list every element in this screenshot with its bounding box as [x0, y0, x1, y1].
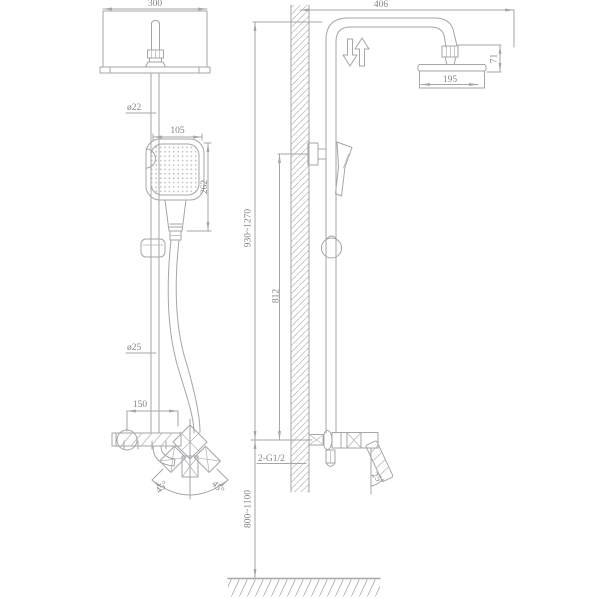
- slide-knob-side: [322, 236, 342, 258]
- front-view: [100, 9, 228, 499]
- dim-head-dia-label: 195: [442, 75, 458, 85]
- pipe-outer: [326, 18, 457, 433]
- hand-shower-side: [336, 142, 353, 196]
- shower-column-side: [326, 18, 458, 433]
- slide-bracket-front: [141, 239, 165, 257]
- handle-swing-left-label: 45°: [154, 479, 171, 496]
- dim-install-height-label: 800~1100: [243, 489, 254, 529]
- dim-arm-length-label: 406: [373, 0, 389, 10]
- hand-shower-handle: [165, 200, 186, 231]
- riser-pipe-front: [151, 73, 159, 433]
- spout-side: [326, 450, 335, 466]
- floor-section: [228, 579, 380, 597]
- dim-column-height-label: 930~1270: [243, 208, 254, 248]
- valve-body-side: [332, 433, 378, 449]
- height-adjust-arrows: [343, 38, 369, 66]
- dim-upper-pipe-dia-label: ø22: [127, 103, 142, 113]
- wall-section: [291, 5, 309, 492]
- dim-bar-height-label: 812: [271, 288, 282, 304]
- side-dimensions: [251, 10, 514, 578]
- inlet-connection-label: 2-G1/2: [258, 454, 285, 464]
- front-dimensions: [103, 9, 211, 431]
- overhead-shower-plate: [103, 11, 207, 67]
- overhead-shower-rim: [100, 67, 210, 73]
- joint-flange: [146, 62, 166, 67]
- arrow-up-icon: [355, 38, 369, 66]
- shower-hose-front: [168, 240, 200, 433]
- mixer-valve-side: [309, 431, 393, 495]
- dim-overhead-width-label: 300: [147, 0, 163, 9]
- dim-lower-pipe-dia-label: ø25: [127, 343, 142, 353]
- handle-open-angle-label: 25°: [369, 470, 386, 487]
- ball-joint-tube: [152, 21, 160, 51]
- dim-hand-shower-length-label: 262: [200, 179, 210, 195]
- handle-swing-right-label: 45°: [209, 479, 226, 496]
- arrow-down-icon: [343, 39, 357, 66]
- hand-shower-face: [151, 144, 199, 195]
- dim-head-height-label: 71: [489, 53, 500, 64]
- dim-valve-width-label: 150: [132, 400, 148, 410]
- overhead-shower-front: [100, 11, 210, 73]
- dim-hand-shower-width-label: 105: [170, 126, 185, 136]
- head-joint-nut: [442, 46, 458, 57]
- hand-shower-front: [146, 139, 204, 240]
- bracket-arm: [318, 149, 326, 159]
